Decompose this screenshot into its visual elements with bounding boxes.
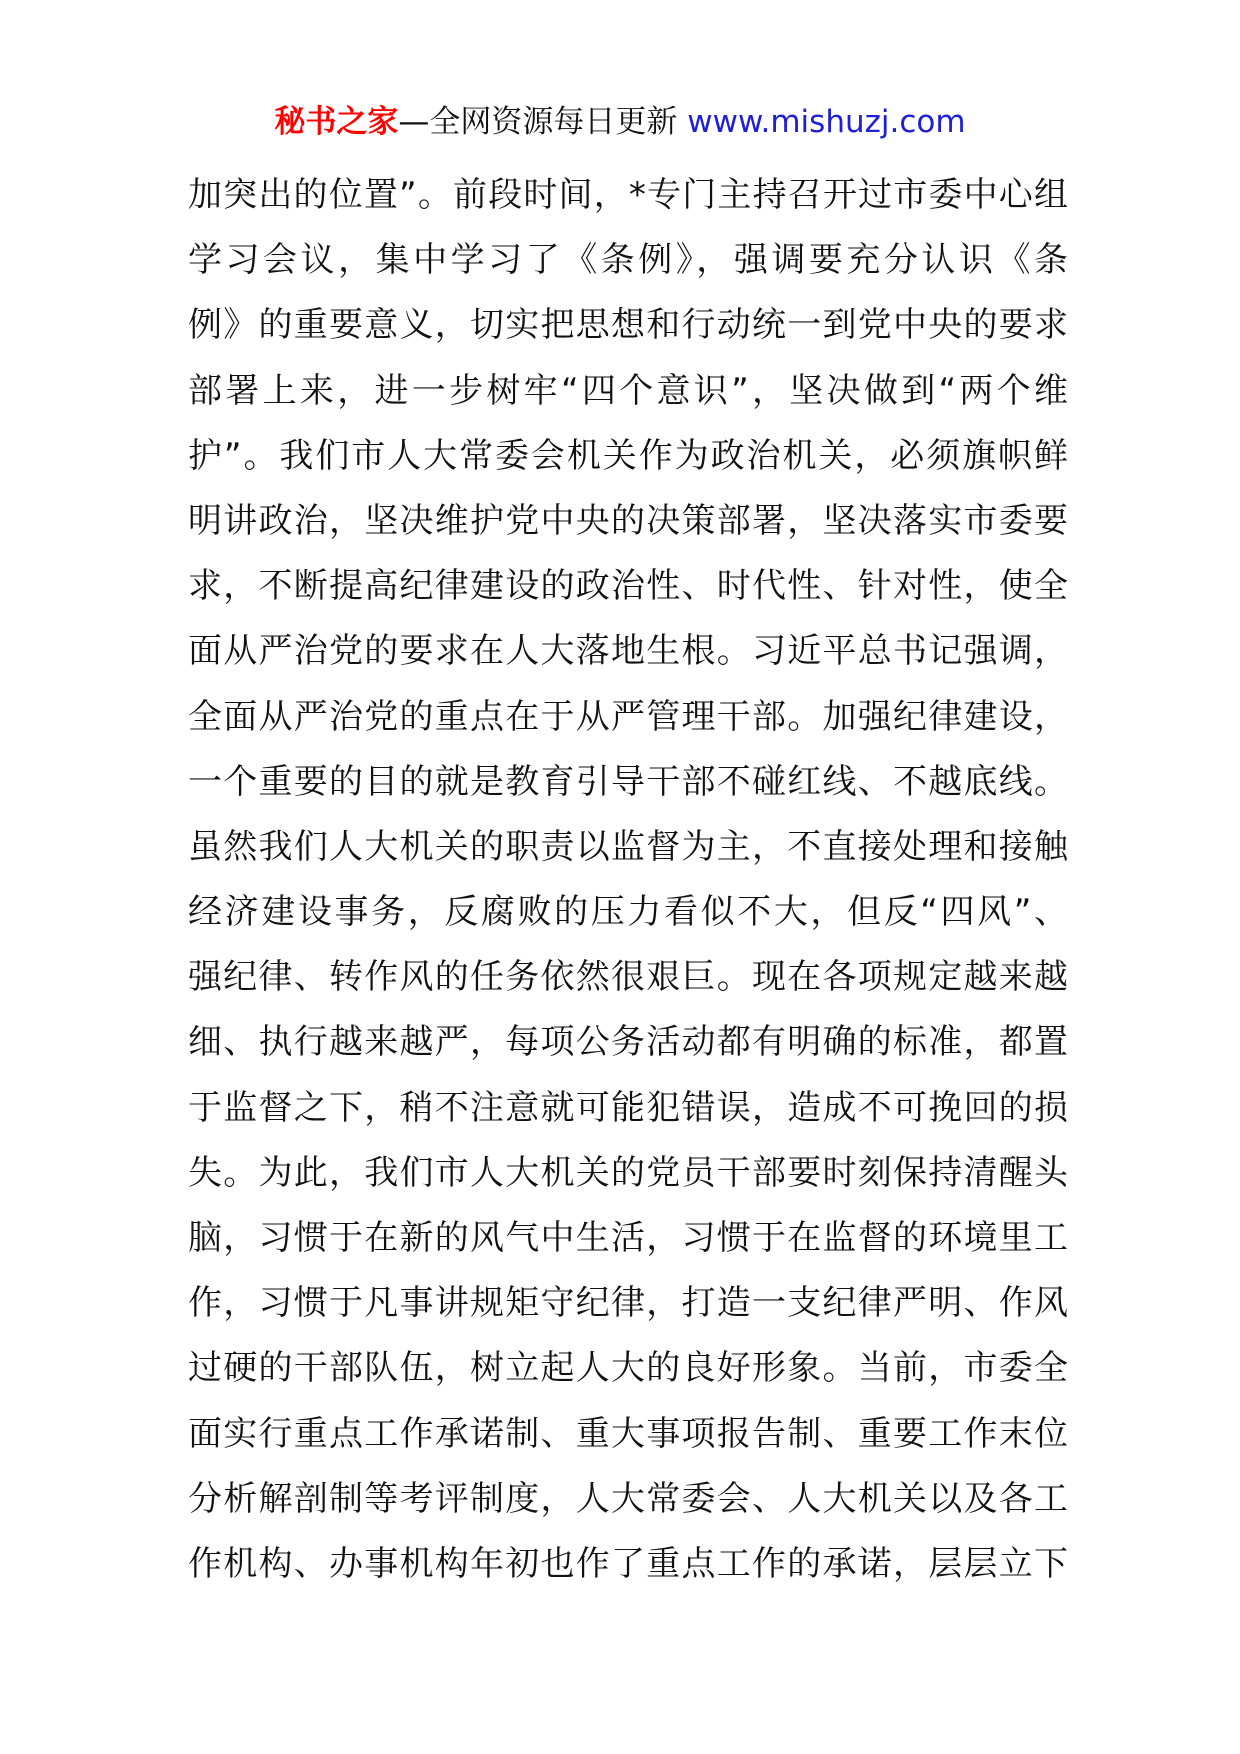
text-line: 部署上来，进一步树牢“四个意识”，坚决做到“两个维: [188, 370, 1068, 411]
text-line: 面从严治党的要求在人大落地生根。习近平总书记强调，: [188, 631, 1068, 672]
text-line: 一个重要的目的就是教育引导干部不碰红线、不越底线。: [188, 761, 1068, 802]
document-header: [0, 100, 1240, 144]
text-line: 细、执行越来越严，每项公务活动都有明确的标准，都置: [188, 1022, 1068, 1063]
text-line: 经济建设事务，反腐败的压力看似不大，但反“四风”、: [188, 892, 1068, 933]
text-line: 明讲政治，坚决维护党中央的决策部署，坚决落实市委要: [188, 500, 1068, 541]
text-line: 于监督之下，稍不注意就可能犯错误，造成不可挽回的损: [188, 1087, 1068, 1128]
header-tagline: —全网资源每日更新: [398, 104, 688, 140]
text-line: 虽然我们人大机关的职责以监督为主，不直接处理和接触: [188, 826, 1068, 867]
website-link[interactable]: www.mishuzj.com: [687, 104, 966, 140]
text-line: 作，习惯于凡事讲规矩守纪律，打造一支纪律严明、作风: [188, 1283, 1068, 1324]
text-line: 分析解剖制等考评制度，人大常委会、人大机关以及各工: [188, 1478, 1068, 1519]
text-line: 例》的重要意义，切实把思想和行动统一到党中央的要求: [188, 305, 1068, 346]
text-line: 失。为此，我们市人大机关的党员干部要时刻保持清醒头: [188, 1152, 1068, 1193]
text-line: 脑，习惯于在新的风气中生活，习惯于在监督的环境里工: [188, 1218, 1068, 1258]
text-line: 学习会议，集中学习了《条例》，强调要充分认识《条: [188, 240, 1068, 281]
text-line: 求，不断提高纪律建设的政治性、时代性、针对性，使全: [188, 566, 1068, 607]
text-line: 过硬的干部队伍，树立起人大的良好形象。当前，市委全: [188, 1348, 1068, 1389]
text-line: 全面从严治党的重点在于从严管理干部。加强纪律建设，: [188, 696, 1068, 737]
brand-name: 秘书之家: [274, 104, 399, 140]
text-line: 护”。我们市人大常委会机关作为政治机关，必须旗帜鲜: [188, 435, 1068, 476]
text-line: 作机构、办事机构年初也作了重点工作的承诺，层层立下: [188, 1543, 1068, 1584]
text-line: 面实行重点工作承诺制、重大事项报告制、重要工作末位: [188, 1413, 1068, 1454]
document-body: [188, 163, 1068, 1597]
text-line: 强纪律、转作风的任务依然很艰巨。现在各项规定越来越: [188, 957, 1068, 998]
text-line: 加突出的位置”。前段时间，*专门主持召开过市委中心组: [188, 175, 1068, 215]
